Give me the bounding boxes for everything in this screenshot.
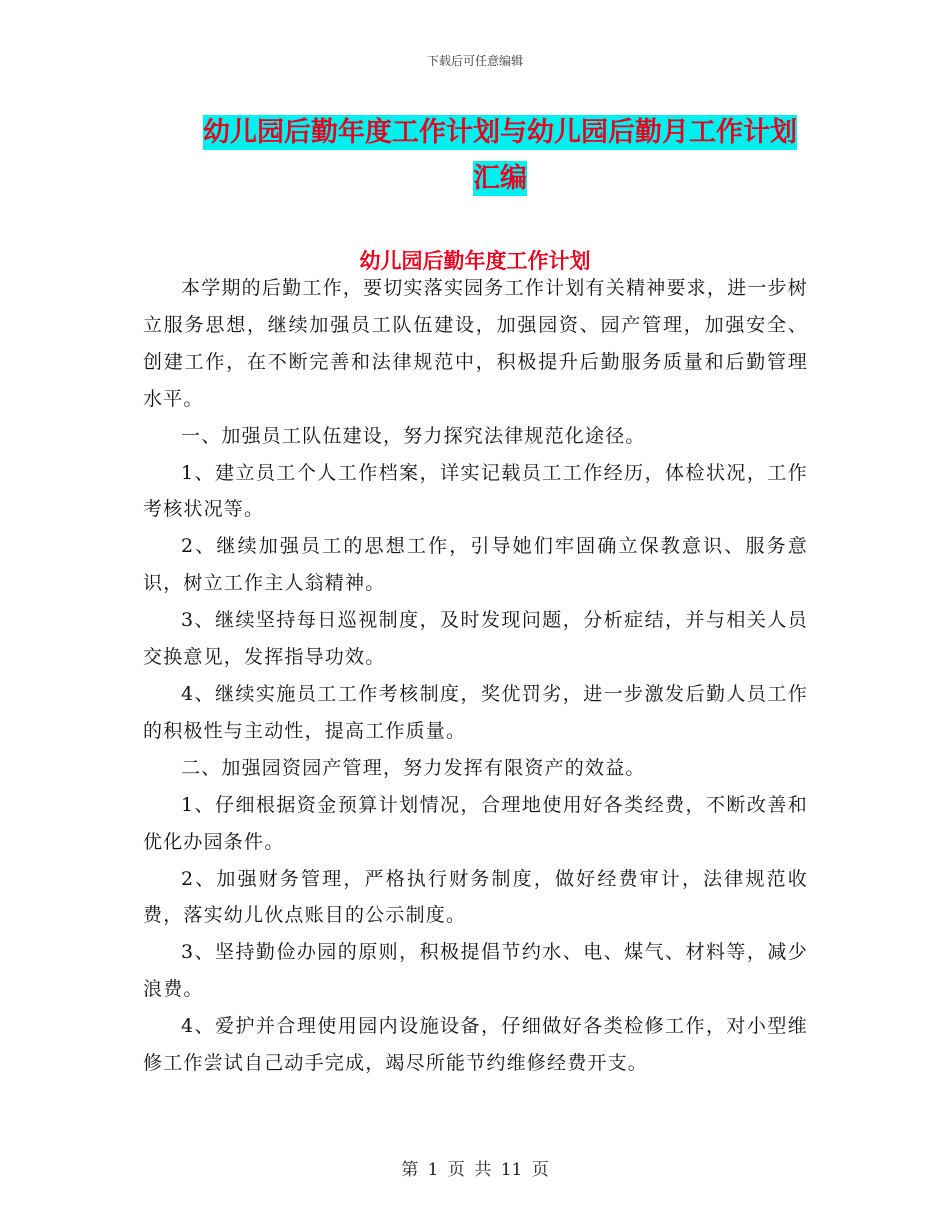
header-note: 下载后可任意编辑 [426, 54, 523, 68]
paragraph-heading-2: 二、加强园资园产管理，努力发挥有限资产的效益。 [181, 756, 646, 779]
paragraph-item: 3、坚持勤俭办园的原则，积极提倡节约水、电、煤气、材料等，减少浪费。 [143, 941, 808, 1001]
document-title [190, 110, 810, 202]
paragraph-item: 4、爱护并合理使用园内设施设备，仔细做好各类检修工作，对小型维修工作尝试自己动手完成，竭尽所能节约维修经费开支。 [143, 1015, 808, 1075]
paragraph-heading-1: 一、加强员工队伍建设，努力探究法律规范化途径。 [181, 424, 646, 447]
paragraph-item: 1、仔细根据资金预算计划情况，合理地使用好各类经费，不断改善和优化办园条件。 [143, 793, 808, 853]
paragraph-item: 2、加强财务管理，严格执行财务制度，做好经费审计，法律规范收费，落实幼儿伙点账目的公示制度。 [143, 867, 808, 927]
paragraph-item: 2、继续加强员工的思想工作，引导她们牢固确立保教意识、服务意识，树立工作主人翁精神。 [143, 535, 808, 595]
paragraph-item: 4、继续实施员工工作考核制度，奖优罚劣，进一步激发后勤人员工作的积极性与主动性，提高工作质量。 [143, 682, 808, 742]
document-body [143, 270, 808, 1082]
paragraph-item: 1、建立员工个人工作档案，详实记载员工工作经历，体检状况，工作考核状况等。 [143, 461, 808, 521]
page-number-footer: 第 1 页 共 11 页 [401, 1160, 549, 1180]
document-title-text: 幼儿园后勤年度工作计划与幼儿园后勤月工作计划汇编 [203, 117, 797, 194]
paragraph-intro: 本学期的后勤工作，要切实落实园务工作计划有关精神要求，进一步树立服务思想，继续加强员工队伍建设，加强园资、园产管理，加强安全、创建工作，在不断完善和法律规范中，积极提升后勤服务质量和后勤管理水平。 [143, 277, 808, 410]
section-title: 幼儿园后勤年度工作计划 [359, 249, 591, 273]
paragraph-item: 3、继续坚持每日巡视制度，及时发现问题，分析症结，并与相关人员交换意见，发挥指导功效。 [143, 609, 808, 669]
